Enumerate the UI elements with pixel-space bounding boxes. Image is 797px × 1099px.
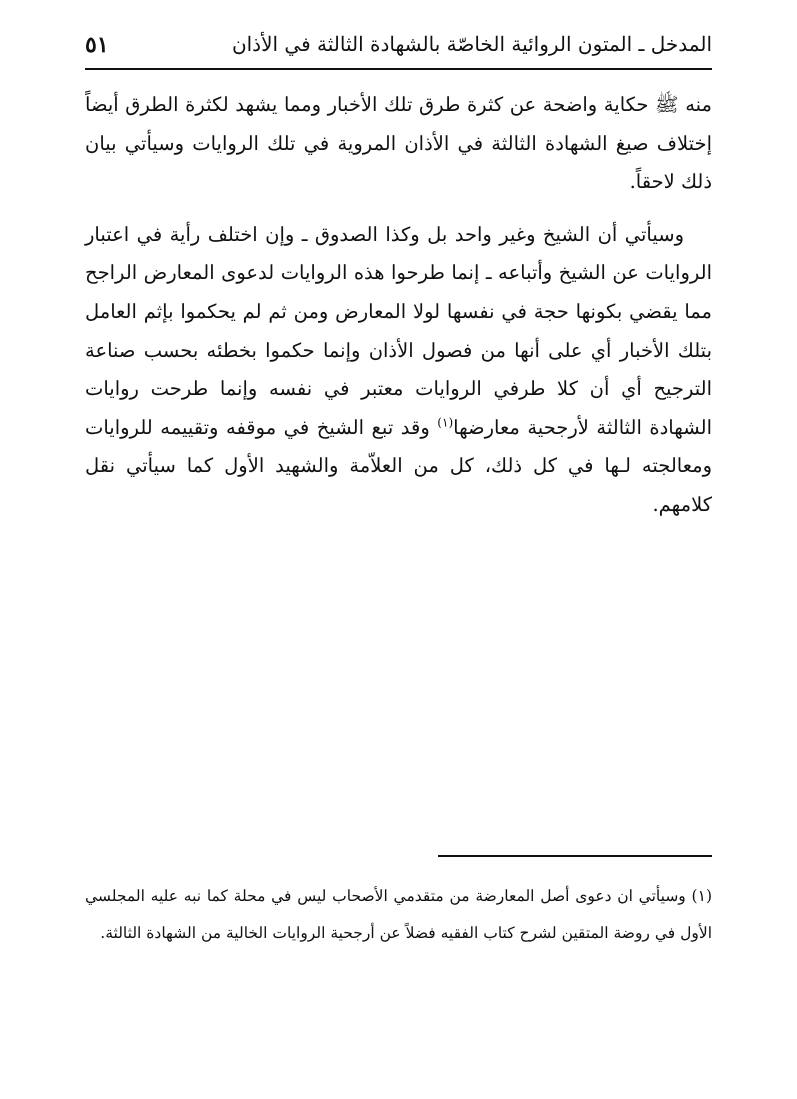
footnote-marker: (١) bbox=[691, 887, 712, 905]
page-header bbox=[85, 30, 712, 64]
paragraph-2-part-2: وقد تبع الشيخ في موقفه وتقييمه للروايات ومعالجته لـها في كل ذلك، كل من العلاّمة والشهيد الأول كما سيأتي نقل كلامهم. bbox=[85, 415, 712, 516]
main-text bbox=[85, 86, 712, 539]
footnote-separator bbox=[438, 855, 712, 857]
page-number: ٥١ bbox=[85, 32, 109, 58]
header-rule bbox=[85, 68, 712, 70]
footnotes bbox=[85, 878, 712, 952]
paragraph-2-part-1: وسيأتي أن الشيخ وغير واحد بل وكذا الصدوق ـ وإن اختلف رأية في اعتبار الروايات عن الشيخ وأتباعه ـ إنما طرحوا هذه الروايات لدعوى المعارض الراجح مما يقضي بكونها حجة في نفسها لولا المعارض ومن ثم لم يحكموا بإثم العامل بتلك الأخبار أي على أنها من فصول الأذان وإنما حكموا بخطئه بحسب صناعة الترجيح أي أن كلا طرفي الروايات معتبر في نفسه وإنما طرحت روايات الشهادة الثالثة لأرجحية معارضها bbox=[85, 222, 712, 439]
footnote-text: وسيأتي ان دعوى أصل المعارضة من متقدمي الأصحاب ليس في محلة كما نبه عليه المجلسي الأول في روضة المتقين لشرح كتاب الفقيه فضلاً عن أرجحية الروايات الخالية من الشهادة الثالثة. bbox=[85, 887, 712, 942]
paragraph-2 bbox=[85, 216, 712, 525]
running-title: المدخل ـ المتون الروائية الخاصّة بالشهادة الثالثة في الأذان bbox=[231, 32, 712, 56]
footnote-1 bbox=[85, 878, 712, 952]
footnote-reference[interactable]: (١) bbox=[437, 415, 454, 430]
paragraph-1: منه ﷺ حكاية واضحة عن كثرة طرق تلك الأخبار ومما يشهد لكثرة الطرق أيضاً إختلاف صيغ الشهادة الثالثة في الأذان المروية في تلك الروايات وسيأتي بيان ذلك لاحقاً. bbox=[85, 93, 712, 194]
